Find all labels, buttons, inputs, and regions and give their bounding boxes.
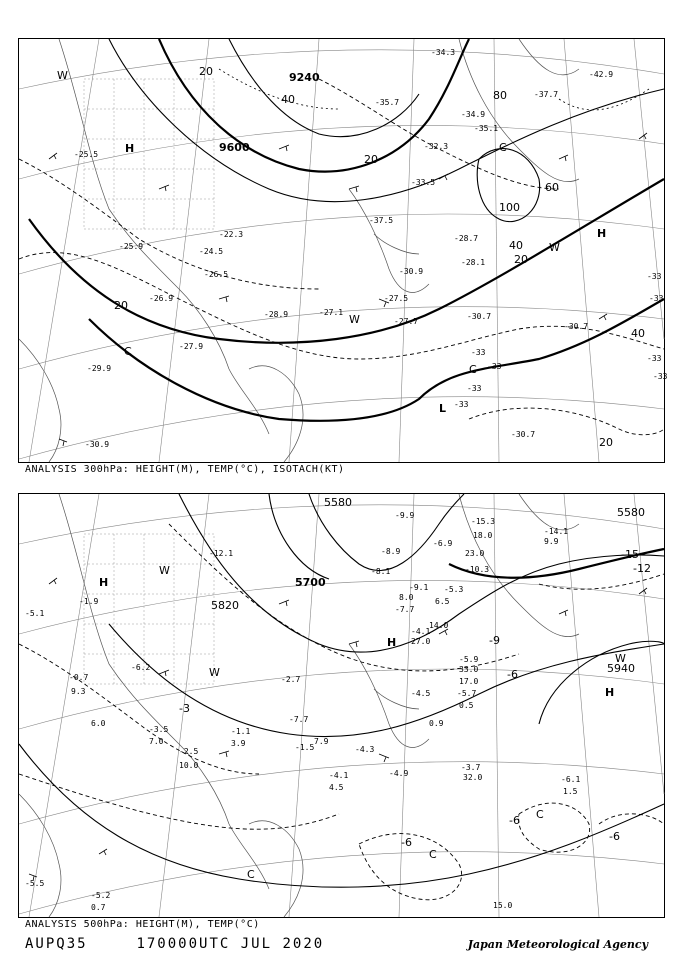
pressure-center-label: C — [429, 848, 437, 861]
temperature-label: -27.1 — [319, 308, 344, 317]
temperature-label: -5.7 — [457, 689, 477, 698]
dewpoint-depression-label: 0.7 — [91, 903, 106, 912]
pressure-center-label: L — [439, 402, 447, 415]
map-500hpa — [19, 494, 664, 917]
height-label: 9240 — [289, 71, 320, 84]
dewpoint-depression-label: 15.0 — [493, 901, 513, 910]
isotach-label: 40 — [631, 327, 645, 340]
temperature-label: -14.1 — [544, 527, 569, 536]
isotach-label: 20 — [599, 436, 613, 449]
temperature-label: -5.9 — [459, 655, 479, 664]
pressure-center-label: C — [536, 808, 544, 821]
dewpoint-depression-label: 17.0 — [459, 677, 479, 686]
temperature-label: -30.9 — [399, 267, 424, 276]
lat-lon-grid — [19, 494, 664, 917]
height-label: 5940 — [607, 662, 635, 675]
dewpoint-depression-label: 4.5 — [329, 783, 344, 792]
wind-barbs — [49, 133, 647, 446]
temperature-label: -33 — [647, 272, 662, 281]
dewpoint-depression-label: 18.0 — [473, 531, 493, 540]
pressure-center-label: W — [615, 652, 626, 665]
map-300hpa — [19, 39, 668, 462]
isotherm-label: -6 — [507, 668, 518, 681]
temperature-label: -30.7 — [511, 430, 536, 439]
height-label: 5700 — [295, 576, 326, 589]
pressure-center-label: H — [597, 227, 607, 240]
temperature-label: -2.5 — [179, 747, 199, 756]
temperature-label: -1.5 — [295, 743, 315, 752]
pressure-center-label: H — [99, 576, 109, 589]
pressure-center-label: H — [387, 636, 397, 649]
pressure-center-label: H — [605, 686, 615, 699]
pressure-center-label: H — [125, 142, 135, 155]
temperature-label: -9.9 — [395, 511, 415, 520]
pressure-center-label: C — [499, 141, 507, 154]
temperature-label: -25.5 — [74, 150, 99, 159]
pressure-center-label: W — [57, 69, 68, 82]
temperature-label: -32.3 — [424, 142, 449, 151]
temperature-label: -30.9 — [85, 440, 110, 449]
isotherm-label: -6 — [609, 830, 620, 843]
temperature-label: -30.7 — [564, 322, 589, 331]
temperature-label: -33.5 — [411, 178, 436, 187]
temperature-label: -37.5 — [369, 216, 394, 225]
isotherm-label: -15 — [621, 548, 639, 561]
temperature-label: -6.1 — [561, 775, 581, 784]
wind-barbs — [29, 578, 647, 881]
temperature-label: -8.9 — [381, 547, 401, 556]
temperature-label: -10.3 — [465, 565, 490, 574]
isotach-label: 40 — [281, 93, 295, 106]
dewpoint-depression-label: 32.0 — [463, 773, 483, 782]
temperature-label: -12.1 — [209, 549, 234, 558]
chart-300hpa — [18, 38, 668, 463]
hatched-area — [84, 534, 214, 684]
pressure-center-label: W — [549, 241, 560, 254]
chart-caption-300hpa: ANALYSIS 300hPa: HEIGHT(M), TEMP(°C), ISOTACH(KT) — [25, 464, 345, 475]
pressure-center-label: W — [349, 313, 360, 326]
temperature-label: -9.1 — [409, 583, 429, 592]
height-label: 5580 — [324, 496, 352, 509]
isotach-label: 60 — [545, 181, 559, 194]
dewpoint-depression-label: 23.0 — [465, 549, 485, 558]
isotach-label: 20 — [199, 65, 213, 78]
temperature-label: -33 — [647, 354, 662, 363]
temperature-label: -28.9 — [264, 310, 289, 319]
temperature-label: -4.1 — [329, 771, 349, 780]
temperature-label: -26.5 — [204, 270, 229, 279]
isotach-label: 20 — [514, 253, 528, 266]
valid-time: 170000UTC JUL 2020 — [136, 936, 325, 952]
temperature-label: -5.5 — [25, 879, 45, 888]
isotherm-label: -3 — [179, 702, 190, 715]
temperature-label: -4.1 — [411, 627, 431, 636]
pressure-center-label: C — [469, 363, 477, 376]
temperature-label: -7.7 — [289, 715, 309, 724]
temperature-label: -35.1 — [474, 124, 499, 133]
height-label: 5580 — [617, 506, 645, 519]
temperature-label: -7.7 — [395, 605, 415, 614]
isotherm-label: -12 — [633, 562, 651, 575]
dewpoint-depression-label: 9.3 — [71, 687, 86, 696]
dewpoint-depression-label: 0.9 — [429, 719, 444, 728]
temperature-label: -2.7 — [281, 675, 301, 684]
temperature-label: -27.9 — [179, 342, 204, 351]
pressure-center-label: C — [124, 345, 132, 358]
agency-name: Japan Meteorological Agency — [467, 938, 648, 951]
pressure-center-label: W — [159, 564, 170, 577]
height-label: 5820 — [211, 599, 239, 612]
isotach-label: 20 — [114, 299, 128, 312]
temperature-label: -33 — [649, 294, 664, 303]
isotherm-lines — [19, 69, 664, 435]
dewpoint-depression-label: 8.0 — [399, 593, 414, 602]
height-contours — [19, 494, 664, 887]
temperature-label: -5.1 — [25, 609, 45, 618]
dewpoint-depression-label: 1.5 — [563, 787, 578, 796]
isotach-label: 80 — [493, 89, 507, 102]
temperature-label: -3.7 — [461, 763, 481, 772]
temperature-label: -34.9 — [461, 110, 486, 119]
dewpoint-depression-label: 7.9 — [314, 737, 329, 746]
temperature-label: -1.1 — [231, 727, 251, 736]
height-label: 9600 — [219, 141, 250, 154]
temperature-label: -5.2 — [91, 891, 111, 900]
dewpoint-depression-label: 27.0 — [411, 637, 431, 646]
temperature-label: -42.9 — [589, 70, 614, 79]
temperature-label: -3.5 — [149, 725, 169, 734]
temperature-label: -33 — [454, 400, 469, 409]
temperature-label: -0.7 — [69, 673, 89, 682]
pressure-center-label: C — [247, 868, 255, 881]
temperature-label: -27.7 — [394, 317, 419, 326]
temperature-label: -34.3 — [431, 48, 456, 57]
dewpoint-depression-label: 0.5 — [459, 701, 474, 710]
dewpoint-depression-label: 6.0 — [91, 719, 106, 728]
temperature-label: -33 — [471, 348, 486, 357]
temperature-label: -15.3 — [471, 517, 496, 526]
dewpoint-depression-label: 10.0 — [179, 761, 199, 770]
product-code: AUPQ35 — [25, 936, 88, 952]
isotherm-label: -9 — [489, 634, 500, 647]
dewpoint-depression-label: 3.9 — [231, 739, 246, 748]
temperature-label: -4.5 — [411, 689, 431, 698]
temperature-label: -4.3 — [355, 745, 375, 754]
temperature-label: -8.1 — [371, 567, 391, 576]
temperature-label: -35.7 — [375, 98, 400, 107]
temperature-label: -29.9 — [87, 364, 112, 373]
pressure-center-label: W — [209, 666, 220, 679]
temperature-label: -22.3 — [219, 230, 244, 239]
temperature-label: -1.9 — [79, 597, 99, 606]
temperature-label: -28.7 — [454, 234, 479, 243]
chart-500hpa — [18, 493, 665, 918]
isotherm-label: -6 — [401, 836, 412, 849]
isotach-label: 100 — [499, 201, 520, 214]
dewpoint-depression-label: 14.0 — [429, 621, 449, 630]
temperature-label: -6.2 — [131, 663, 151, 672]
lat-lon-grid — [19, 39, 664, 462]
temperature-label: -4.9 — [389, 769, 409, 778]
dewpoint-depression-label: 7.0 — [149, 737, 164, 746]
temperature-label: -30.7 — [467, 312, 492, 321]
isotach-label: 40 — [509, 239, 523, 252]
temperature-label: -33 — [467, 384, 482, 393]
temperature-label: -27.5 — [384, 294, 409, 303]
temperature-label: -28.1 — [461, 258, 486, 267]
hatched-area — [84, 79, 214, 229]
chart-footer-code — [25, 936, 324, 952]
temperature-label: -33 — [653, 372, 668, 381]
temperature-label: -33 — [487, 362, 502, 371]
temperature-label: -37.7 — [534, 90, 559, 99]
dewpoint-depression-label: 9.9 — [544, 537, 559, 546]
isotherm-label: -6 — [509, 814, 520, 827]
temperature-label: -24.5 — [199, 247, 224, 256]
dewpoint-depression-label: 33.0 — [459, 665, 479, 674]
temperature-label: -5.3 — [444, 585, 464, 594]
temperature-label: -26.9 — [149, 294, 174, 303]
temperature-label: -6.9 — [433, 539, 453, 548]
chart-caption-500hpa: ANALYSIS 500hPa: HEIGHT(M), TEMP(°C) — [25, 919, 260, 930]
temperature-label: -25.9 — [119, 242, 144, 251]
isotherm-lines — [19, 524, 664, 900]
isotach-label: 20 — [364, 153, 378, 166]
dewpoint-depression-label: 6.5 — [435, 597, 450, 606]
